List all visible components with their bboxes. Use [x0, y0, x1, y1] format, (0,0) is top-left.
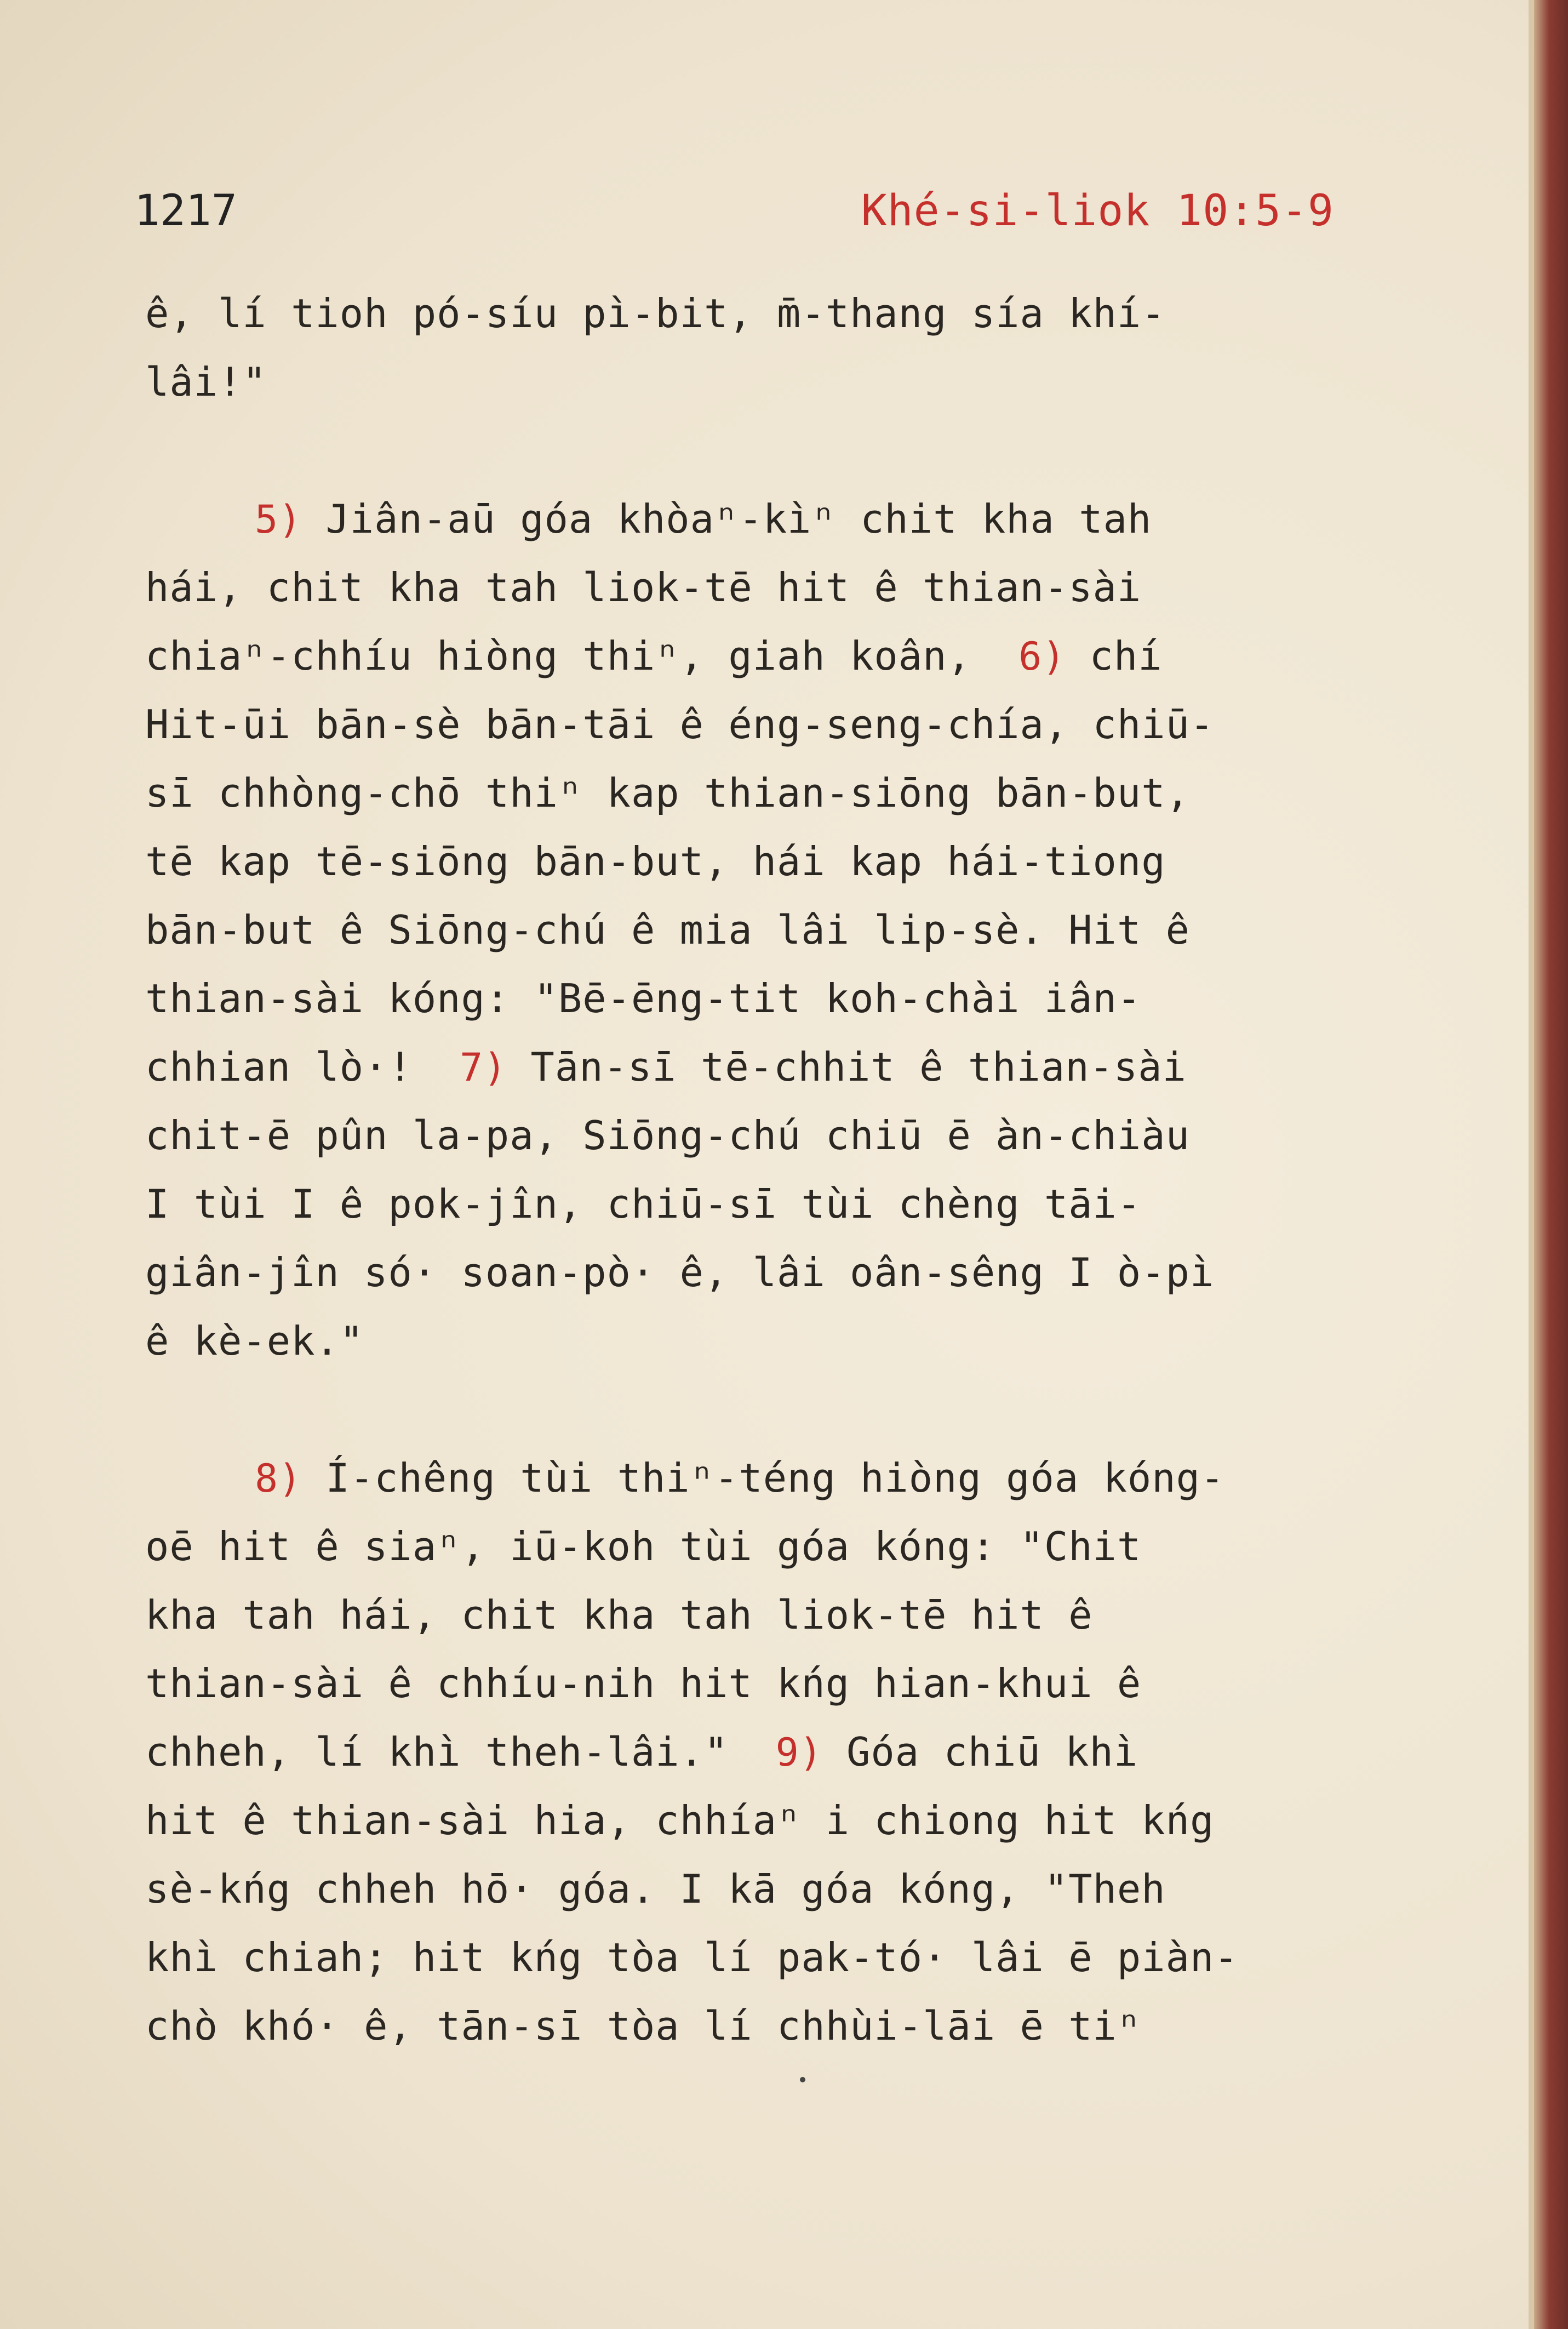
page-header: [134, 186, 1334, 252]
verse-number: 5): [255, 497, 326, 542]
text-line: [145, 622, 1405, 690]
text-line: [145, 1307, 1405, 1375]
text-line: [145, 485, 1405, 553]
line-text: hái, chit kha tah liok-tē hit ê thian-sài: [145, 564, 1142, 610]
line-text: chò khó· ê, tān-sī tòa lí chhùi-lāi ē tiⁿ: [145, 2003, 1142, 2049]
paragraph-gap: [145, 416, 1405, 485]
text-line: [145, 1581, 1405, 1649]
line-text: lâi!": [145, 359, 267, 405]
line-text: Tān-sī tē-chhit ê thian-sài: [530, 1044, 1187, 1090]
scripture-text: [145, 279, 1405, 2060]
line-text: chit-ē pûn la-pa, Siōng-chú chiū ē àn-chiàu: [145, 1112, 1190, 1158]
text-line: [145, 896, 1405, 964]
line-text: tē kap tē-siōng bān-but, hái kap hái-tiong: [145, 838, 1166, 884]
verse-number: 6): [971, 634, 1090, 679]
text-line: [145, 1512, 1405, 1581]
text-line: [145, 1992, 1405, 2060]
line-text: Í-chêng tùi thiⁿ-téng hiòng góa kóng-: [325, 1455, 1225, 1501]
line-text: khì chiah; hit kńg tòa lí pak-tó· lâi ē piàn-: [145, 1934, 1239, 1980]
text-line: [145, 827, 1405, 896]
verse-number: 7): [412, 1045, 531, 1090]
text-line: [145, 1444, 1405, 1512]
line-text: hit ê thian-sài hia, chhíaⁿ i chiong hit kńg: [145, 1797, 1215, 1843]
line-text: Jiân-aū góa khòaⁿ-kìⁿ chit kha tah: [325, 496, 1152, 542]
line-text: sè-kńg chheh hō· góa. I kā góa kóng, "Theh: [145, 1866, 1166, 1912]
verse-number: 9): [728, 1730, 847, 1775]
line-text: chheh, lí khì theh-lâi.": [145, 1729, 729, 1775]
page-number: 1217: [134, 186, 237, 236]
text-line: [145, 1718, 1405, 1786]
text-line: [145, 1786, 1405, 1855]
line-text: Góa chiū khì: [846, 1729, 1138, 1775]
line-text: I tùi I ê pok-jîn, chiū-sī tùi chèng tāi-: [145, 1181, 1142, 1227]
line-text: kha tah hái, chit kha tah liok-tē hit ê: [145, 1592, 1093, 1638]
ink-dot: [800, 2077, 805, 2082]
line-text: thian-sài kóng: "Bē-ēng-tit koh-chài iân-: [145, 975, 1142, 1021]
line-text: bān-but ê Siōng-chú ê mia lâi lip-sè. Hit ê: [145, 907, 1190, 953]
line-text: chhian lò·!: [145, 1044, 413, 1090]
paragraph-gap: [145, 1375, 1405, 1444]
line-text: ê, lí tioh pó-síu pì-bit, m̄-thang sía khí-: [145, 290, 1166, 336]
line-text: oē hit ê siaⁿ, iū-koh tùi góa kóng: "Chit: [145, 1523, 1142, 1569]
text-line: [145, 1238, 1405, 1307]
text-line: [145, 759, 1405, 827]
text-line: [145, 690, 1405, 759]
text-line: [145, 1649, 1405, 1718]
text-line: [145, 964, 1405, 1033]
text-line: [145, 1033, 1405, 1101]
running-head: Khé-si-liok 10:5-9: [861, 186, 1334, 236]
book-edge: [1534, 0, 1568, 2329]
text-line: [145, 279, 1405, 348]
verse-number: 8): [255, 1456, 326, 1501]
line-text: ê kè-ek.": [145, 1318, 364, 1364]
line-text: Hit-ūi bān-sè bān-tāi ê éng-seng-chía, chiū-: [145, 701, 1215, 747]
text-line: [145, 348, 1405, 416]
text-line: [145, 553, 1405, 622]
text-line: [145, 1101, 1405, 1170]
line-text: sī chhòng-chō thiⁿ kap thian-siōng bān-but,: [145, 770, 1190, 816]
line-text: chí: [1089, 633, 1163, 679]
text-line: [145, 1855, 1405, 1923]
text-line: [145, 1170, 1405, 1238]
text-line: [145, 1923, 1405, 1992]
line-text: chiaⁿ-chhíu hiòng thiⁿ, giah koân,: [145, 633, 971, 679]
line-text: thian-sài ê chhíu-nih hit kńg hian-khui ê: [145, 1660, 1142, 1706]
line-text: giân-jîn só· soan-pò· ê, lâi oân-sêng I ò-pì: [145, 1249, 1215, 1295]
